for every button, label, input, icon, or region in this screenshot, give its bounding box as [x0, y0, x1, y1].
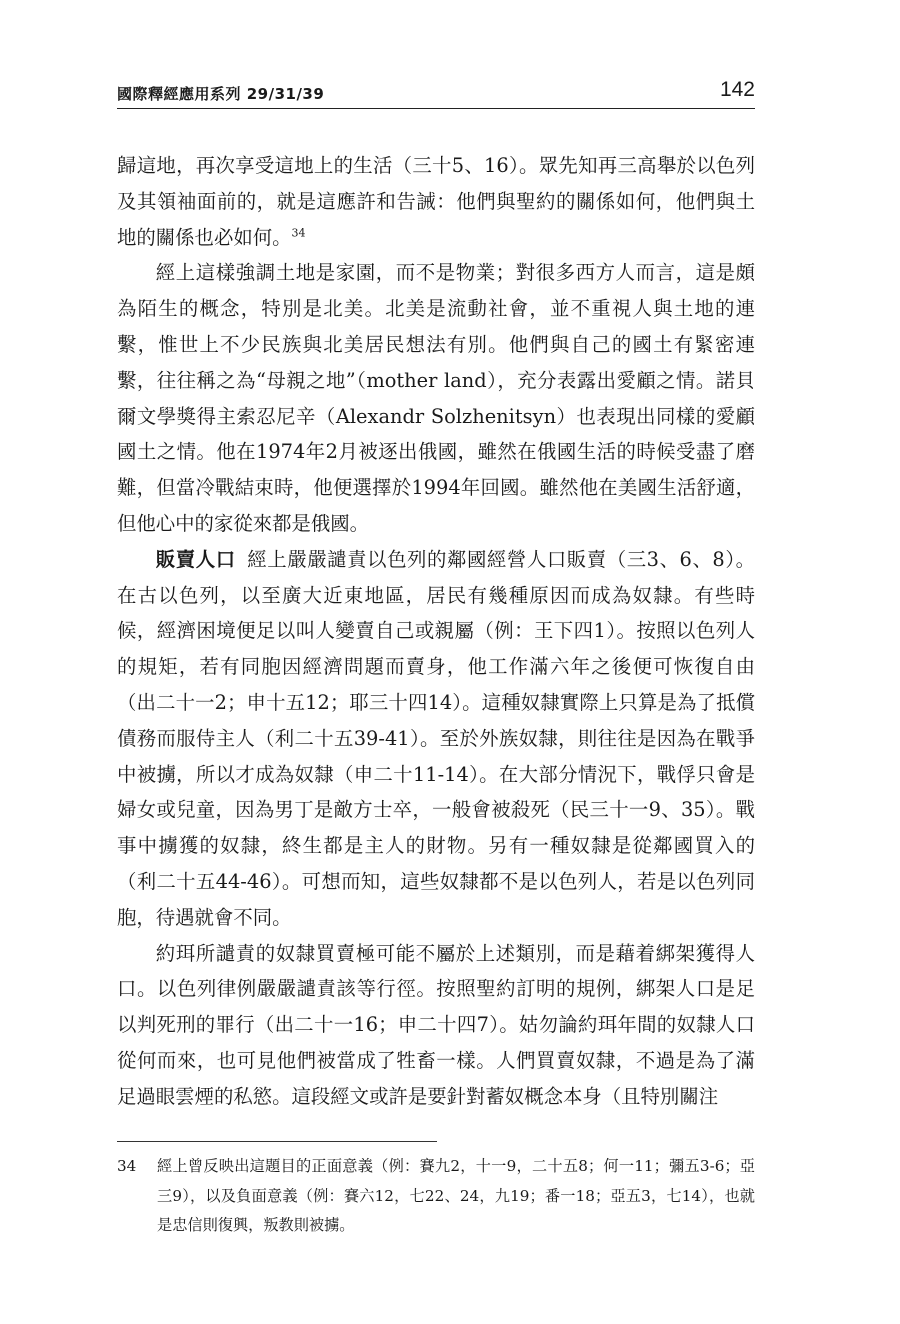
section-lead-heading: 販賣人口 [155, 547, 236, 571]
paragraph-1 [117, 148, 755, 255]
paragraph-3 [117, 542, 755, 936]
paragraph-3-text: 經上嚴嚴譴責以色列的鄰國經營人口販賣（三3、6、8）。在古以色列，以至廣大近東地區，居民有幾種原因而成為奴隸。有些時候，經濟困境便足以叫人變賣自己或親屬（例：王下四1）。按照以色列人的規矩，若有同胞因經濟問題而賣身，他工作滿六年之後便可恢復自由（出二十一2；申十五12；耶三十四14）。這種奴隸實際上只算是為了抵償債務而服侍主人（利二十五39-41）。至於外族奴隸，則往往是因為在戰爭中被擄，所以才成為奴隸（申二十11-14）。在大部分情況下，戰俘只會是婦女或兒童，因為男丁是敵方士卒，一般會被殺死（民三十一9、35）。戰事中擄獲的奴隸，終生都是主人的財物。另有一種奴隸是從鄰國買入的（利二十五44-46）。可想而知，這些奴隸都不是以色列人，若是以色列同胞，待遇就會不同。 [117, 547, 755, 929]
running-header [117, 78, 755, 109]
footnote-reference[interactable]: 34 [291, 226, 306, 240]
footnote [117, 1152, 755, 1241]
paragraph-2: 經上這樣強調土地是家園，而不是物業；對很多西方人而言，這是頗為陌生的概念，特別是北美。北美是流動社會，並不重視人與土地的連繫，惟世上不少民族與北美居民想法有別。他們與自己的國土有緊密連繫，往往稱之為“母親之地”（mother land），充分表露出愛顧之情。諾貝爾文學獎得主索忍尼辛（Alexandr Solzhenitsyn）也表現出同樣的愛顧國土之情。他在1974年2月被逐出俄國，雖然在俄國生活的時候受盡了磨難，但當冷戰結束時，他便選擇於1994年回國。雖然他在美國生活舒適，但他心中的家從來都是俄國。 [117, 261, 755, 535]
main-text [117, 148, 755, 1115]
footnote-number: 34 [117, 1157, 137, 1175]
series-title: 國際釋經應用系列 29/31/39 [117, 85, 325, 103]
page-number: 142 [719, 78, 755, 101]
footnote-text: 經上曾反映出這題目的正面意義（例：賽九2，十一9，二十五8；何一11；彌五3-6；亞三9），以及負面意義（例：賽六12，七22、24，九19；番一18；亞五3，七14），也就是忠信則復興，叛教則被擄。 [157, 1157, 755, 1234]
footnote-divider [117, 1141, 437, 1142]
paragraph-4: 約珥所譴責的奴隸買賣極可能不屬於上述類別，而是藉着綁架獲得人口。以色列律例嚴嚴譴責該等行徑。按照聖約訂明的規例，綁架人口是足以判死刑的罪行（出二十一16；申二十四7）。姑勿論約珥年間的奴隸人口從何而來，也可見他們被當成了牲畜一樣。人們買賣奴隸，不過是為了滿足過眼雲煙的私慾。這段經文或許是要針對蓄奴概念本身（且特別關注 [117, 941, 755, 1108]
paragraph-1-text: 歸這地，再次享受這地上的生活（三十5、16）。眾先知再三高舉於以色列及其領袖面前的，就是這應許和告誡：他們與聖約的關係如何，他們與土地的關係也必如何。 [117, 154, 755, 249]
